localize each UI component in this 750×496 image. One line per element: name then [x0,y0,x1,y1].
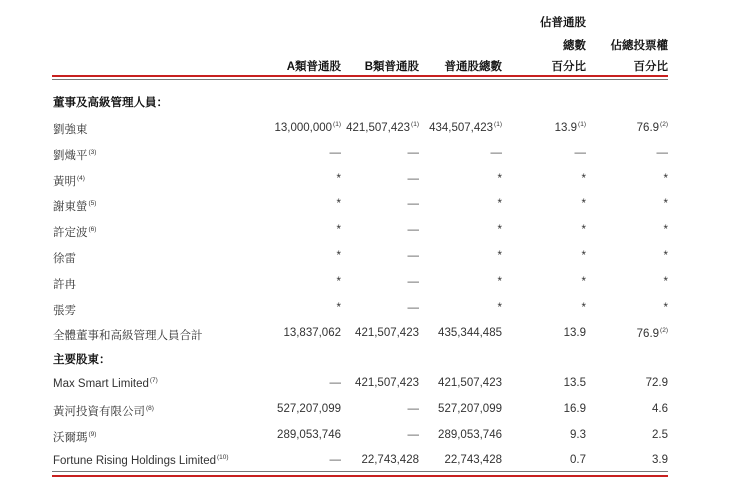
cell-d [564,327,586,339]
cell-value: * [497,301,502,314]
cell-value: * [663,198,668,211]
row-name-text: 劉熾平 [53,149,88,162]
header-col-c: 普通股總數 [444,61,502,73]
footer-rule-grey [52,471,668,472]
footnote-ref: (2) [660,121,668,128]
table-row [0,198,750,222]
table-row [0,276,750,300]
cell-value: — [329,146,341,159]
cell-a [283,327,341,339]
row-name-text: 許定波 [53,227,88,240]
row-name-text: 全體董事和高級管理人員合計 [53,330,203,343]
cell-value: 76.9 [636,328,660,341]
row-name [53,224,96,240]
cell-e [637,327,668,340]
cell-value: — [574,146,586,159]
cell-c [498,198,502,210]
row-name-text: 徐雷 [53,253,76,265]
cell-value: 13.5 [563,377,586,389]
cell-value: 22,743,428 [444,454,502,467]
header-rule-red [52,75,668,77]
cell-e [664,250,668,262]
cell-e [652,454,668,466]
cell-a [277,403,341,415]
cell-value: * [581,301,586,314]
row-name-text: 沃爾瑪 [53,431,88,444]
cell-e [657,147,669,159]
cell-value: — [407,275,419,288]
cell-value: 2.5 [652,428,668,441]
cell-value: — [656,146,668,159]
cell-value: * [581,224,586,237]
cell-b [355,327,419,339]
cell-value: * [663,301,668,314]
row-name-text: 張雱 [53,304,76,317]
cell-value: 4.6 [652,402,668,415]
row-name [53,327,203,343]
footnote-ref: (2) [660,327,668,335]
cell-b [346,121,419,134]
cell-value: — [407,224,419,237]
header-col-d-line2: 總數 [563,40,586,52]
row-name [53,147,96,163]
cell-value: * [663,275,668,288]
footnote-ref: (1) [411,121,419,128]
row-name-text: 謝東螢 [53,201,88,214]
footnote-ref: (10) [217,454,229,462]
row-name [53,429,96,445]
cell-value: — [407,301,419,314]
cell-value: 22,743,428 [361,454,419,467]
cell-value: * [336,275,341,288]
cell-a [274,121,341,134]
cell-value: — [407,402,419,415]
cell-a [330,454,342,466]
footnote-ref: (1) [494,121,502,128]
cell-a [337,276,341,288]
cell-value: 421,507,423 [355,327,419,340]
cell-b [361,454,419,466]
cell-d [582,198,586,210]
table-row [0,224,750,248]
cell-value: 434,507,423 [429,122,494,134]
row-name-text: 黃明 [53,175,76,188]
cell-d [582,302,586,314]
row-name [53,250,76,266]
cell-b [408,224,420,236]
row-name-text: Fortune Rising Holdings Limited [53,455,216,468]
cell-b [408,198,420,210]
cell-e [646,377,668,389]
cell-d [564,377,586,389]
cell-c [438,403,502,415]
header-col-d-line3: 百分比 [551,61,586,73]
cell-d [570,454,586,466]
table-row [0,173,750,197]
cell-c [498,224,502,236]
cell-value: * [336,224,341,237]
cell-value: * [336,172,341,185]
cell-value: * [581,198,586,211]
section-directors-heading: 董事及高級管理人員： [53,97,168,109]
header-col-d-line1: 佔普通股 [540,17,586,29]
cell-value: 421,507,423 [438,377,502,389]
cell-d [570,429,586,441]
cell-c [444,454,502,466]
table-row [0,121,750,145]
cell-value: 72.9 [645,377,668,389]
cell-value: — [407,198,419,211]
cell-a [337,302,341,314]
cell-value: * [581,250,586,262]
row-name-text: 黃河投資有限公司 [53,405,145,418]
row-name-text: 許冉 [53,278,76,291]
header-col-b: B類普通股 [364,61,419,73]
cell-value: 9.3 [570,428,586,441]
cell-value: * [663,224,668,237]
cell-value: 435,344,485 [438,327,502,340]
cell-b [408,147,420,159]
cell-a [337,173,341,185]
row-name [53,121,88,137]
cell-value: 421,507,423 [346,122,411,134]
cell-value: 289,053,746 [277,428,341,441]
footnote-ref: (5) [88,200,97,208]
cell-e [664,224,668,236]
cell-value: * [336,198,341,211]
cell-value: 13.9 [554,122,578,134]
cell-value: — [407,172,419,185]
cell-e [664,276,668,288]
row-name [53,403,154,419]
row-name [53,302,76,318]
footnote-ref: (7) [149,377,158,384]
cell-e [664,173,668,185]
cell-d [575,147,587,159]
header-col-e-line1: 佔總投票權 [610,40,668,52]
cell-b [408,173,420,185]
cell-value: 76.9 [636,122,660,134]
cell-c [429,121,502,134]
cell-b [355,377,419,389]
cell-e [652,403,668,415]
row-name [53,198,96,214]
cell-e [664,302,668,314]
cell-d [582,224,586,236]
cell-value: * [497,172,502,185]
table-row [0,250,750,274]
cell-c [438,377,502,389]
cell-value: 527,207,099 [277,402,341,415]
footnote-ref: (1) [578,121,586,128]
header-col-e-line2: 百分比 [633,61,668,73]
row-name [53,173,85,189]
cell-d [555,121,586,134]
cell-d [582,276,586,288]
cell-a [337,224,341,236]
cell-value: * [497,198,502,211]
cell-a [330,147,342,159]
footnote-ref: (9) [88,430,97,438]
cell-c [498,276,502,288]
cell-d [582,173,586,185]
cell-e [664,198,668,210]
row-name [53,276,76,292]
table-row [0,403,750,427]
cell-d [564,403,586,415]
cell-c [438,327,502,339]
cell-value: — [329,377,341,389]
section-shareholders-heading: 主要股東： [53,354,111,366]
cell-b [408,276,420,288]
cell-c [498,250,502,262]
cell-value: * [497,275,502,288]
cell-b [408,403,420,415]
cell-value: 3.9 [652,454,668,467]
cell-value: 527,207,099 [438,402,502,415]
cell-a [330,377,342,389]
footnote-ref: (6) [88,226,97,234]
cell-value: 13,000,000 [274,122,333,134]
cell-a [337,250,341,262]
cell-d [582,250,586,262]
cell-e [652,429,668,441]
row-name [53,454,229,467]
cell-value: * [581,275,586,288]
footnote-ref: (4) [77,174,85,182]
footnote-ref: (3) [88,148,97,156]
cell-a [337,198,341,210]
cell-value: 289,053,746 [438,428,502,441]
cell-value: 13,837,062 [283,327,341,340]
header-rule-grey [52,79,668,80]
footnote-ref: (8) [146,404,154,412]
header-col-a: A類普通股 [286,61,341,73]
cell-value: * [336,301,341,314]
cell-value: * [497,224,502,237]
cell-value: * [663,172,668,185]
cell-a [277,429,341,441]
cell-value: — [329,454,341,467]
table-row [0,377,750,401]
cell-e [637,121,668,134]
cell-value: * [663,250,668,262]
cell-b [408,250,420,262]
cell-value: 0.7 [570,454,586,467]
cell-value: — [407,146,419,159]
cell-c [498,173,502,185]
cell-c [491,147,503,159]
cell-value: * [581,172,586,185]
cell-value: * [497,250,502,262]
cell-value: 16.9 [563,402,586,415]
row-name-text: 劉強東 [53,124,88,136]
cell-c [438,429,502,441]
cell-c [498,302,502,314]
footnote-ref: (1) [333,121,341,128]
table-row [0,327,750,351]
row-name-text: Max Smart Limited [53,378,149,390]
cell-value: * [336,250,341,262]
cell-b [408,429,420,441]
footer-rule-red [52,475,668,477]
cell-value: — [490,146,502,159]
cell-value: 13.9 [563,327,586,340]
cell-value: 421,507,423 [355,377,419,389]
cell-value: — [407,250,419,262]
cell-b [408,302,420,314]
table-row [0,429,750,453]
cell-value: — [407,428,419,441]
table-row [0,302,750,326]
table-row [0,147,750,171]
row-name [53,377,158,390]
